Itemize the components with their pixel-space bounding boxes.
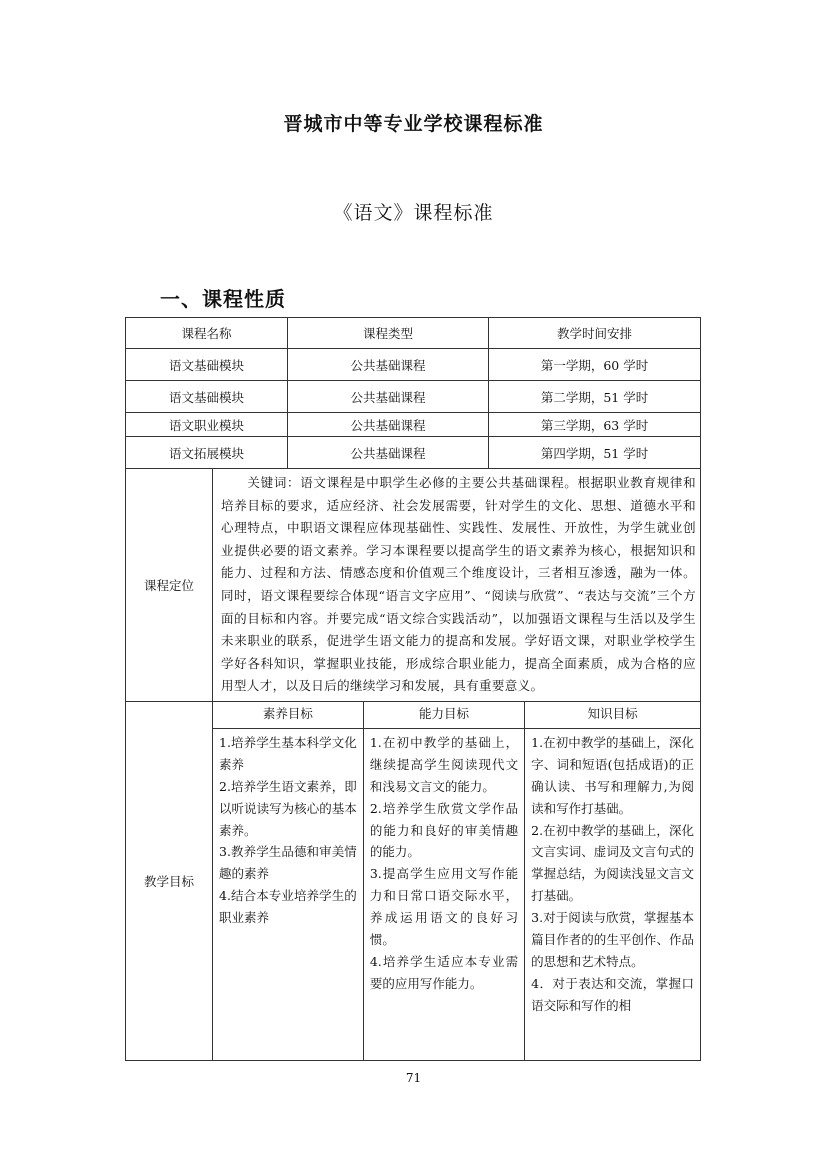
positioning-text: 关键词：语文课程是中职学生必修的主要公共基础课程。根据职业教育规律和培养目标的要求，适应经济、社会发展需要，针对学生的文化、思想、道德水平和心理特点，中职语文课程应体现基础性、实践性、发展性、开放性，为学生就业创业提供必要的语文素养。学习本课程要以提高学生的语文素养为核心，根据知识和能力、过程和方法、情感态度和价值观三个维度设计，三者相互渗透，融为一体。同时，语文课程要综合体现“语言文字应用”、“阅读与欣赏”、“表达与交流”三个方面的目标和内容。并要完成“语文综合实践活动”，以加强语文课程与生活以及学生未来职业的联系，促进学生语文能力的提高和发展。学好语文课，对职业学校学生学好各科知识，掌握职业技能，形成综合职业能力，提高全面素质，成为合格的应用型人才，以及日后的继续学习和发展，具有重要意义。 xyxy=(213,469,701,702)
course-name-cell: 语文基础模块 xyxy=(126,349,288,381)
course-type-cell: 公共基础课程 xyxy=(288,437,489,469)
goal-header-literacy: 素养目标 xyxy=(213,702,363,729)
goal-header-ability: 能力目标 xyxy=(363,702,524,729)
goals-table xyxy=(213,702,700,1060)
course-name-cell: 语文拓展模块 xyxy=(126,437,288,469)
table-row xyxy=(126,381,701,413)
literacy-goals xyxy=(213,728,363,1060)
list-item: 4.结合本专业培养学生的职业素养 xyxy=(219,888,357,926)
header-course-name: 课程名称 xyxy=(126,318,288,349)
table-row xyxy=(126,349,701,381)
section-heading: 一、课程性质 xyxy=(160,287,286,311)
course-type-cell: 公共基础课程 xyxy=(288,413,489,437)
course-type-cell: 公共基础课程 xyxy=(288,349,489,381)
table-row xyxy=(126,413,701,437)
course-name-cell: 语文职业模块 xyxy=(126,413,288,437)
positioning-label: 课程定位 xyxy=(126,469,213,702)
list-item: 3.对于阅读与欣赏，掌握基本篇目作者的的生平创作、作品的思想和艺术特点。 xyxy=(531,910,695,969)
ability-goals xyxy=(363,728,524,1060)
list-item: 1.在初中教学的基础上，深化字、词和短语(包括成语)的正确认读、书写和理解力,为阅读和写作打基础。 xyxy=(531,734,695,816)
list-item: 3.提高学生应用文写作能力和日常口语交际水平，养成运用语文的良好习惯。 xyxy=(369,866,519,948)
header-schedule: 教学时间安排 xyxy=(489,318,701,349)
list-item: 2.培养学生语文素养，即以听说读写为核心的基本素养。 xyxy=(219,778,357,838)
schedule-cell: 第四学期，51 学时 xyxy=(489,437,701,469)
goals-label: 教学目标 xyxy=(126,701,213,1060)
list-item: 1.培养学生基本科学文化素养 xyxy=(219,734,357,772)
goals-cell xyxy=(213,701,701,1060)
schedule-cell: 第二学期，51 学时 xyxy=(489,381,701,413)
list-item: 1.在初中教学的基础上，继续提高学生阅读现代文和浅易文言文的能力。 xyxy=(369,734,519,794)
header-course-type: 课程类型 xyxy=(288,318,489,349)
course-table xyxy=(125,317,701,1061)
list-item: 2.培养学生欣赏文学作品的能力和良好的审美情趣的能力。 xyxy=(369,800,519,860)
table-row xyxy=(126,437,701,469)
page-number: 71 xyxy=(405,1071,422,1085)
document-title: 晋城市中等专业学校课程标准 xyxy=(283,113,544,135)
list-item: 4.培养学生适应本专业需要的应用写作能力。 xyxy=(369,954,519,991)
schedule-cell: 第三学期，63 学时 xyxy=(489,413,701,437)
list-item: 4．对于表达和交流，掌握口语交际和写作的相 xyxy=(531,975,695,1013)
list-item: 3.教养学生品德和审美情趣的素养 xyxy=(219,844,357,882)
course-name-cell: 语文基础模块 xyxy=(126,381,288,413)
goal-header-knowledge: 知识目标 xyxy=(525,702,700,729)
knowledge-goals xyxy=(525,728,700,1060)
schedule-cell: 第一学期，60 学时 xyxy=(489,349,701,381)
course-title: 《语文》课程标准 xyxy=(333,202,494,224)
course-type-cell: 公共基础课程 xyxy=(288,381,489,413)
list-item: 2.在初中教学的基础上，深化文言实词、虚词及文言句式的掌握总结，为阅读浅显文言文打基础。 xyxy=(531,822,695,904)
